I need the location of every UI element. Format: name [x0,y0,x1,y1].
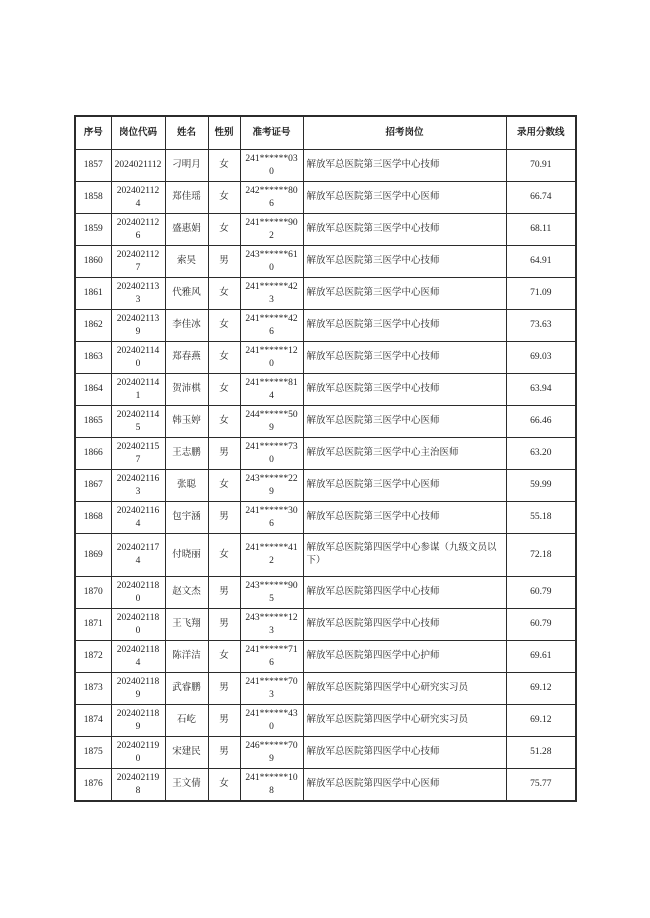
cell-position-title: 解放军总医院第三医学中心技师 [303,246,506,278]
table-row [75,534,576,577]
cell-ticket-number: 241******703 [240,673,303,705]
cell-score: 72.18 [506,534,576,577]
cell-name: 王飞翔 [165,609,208,641]
cell-position-code: 2024021157 [111,438,165,470]
cell-score: 69.61 [506,641,576,673]
cell-index: 1868 [75,502,111,534]
cell-index: 1867 [75,470,111,502]
cell-index: 1875 [75,737,111,769]
cell-gender: 女 [208,278,240,310]
cell-score: 60.79 [506,577,576,609]
cell-gender: 女 [208,342,240,374]
cell-position-title: 解放军总医院第三医学中心技师 [303,342,506,374]
cell-position-title: 解放军总医院第四医学中心参谋（九级文员以下） [303,534,506,577]
cell-index: 1857 [75,150,111,182]
cell-index: 1860 [75,246,111,278]
cell-position-code: 2024021164 [111,502,165,534]
cell-gender: 女 [208,534,240,577]
column-header-name: 姓名 [165,116,208,150]
column-header-index: 序号 [75,116,111,150]
cell-score: 55.18 [506,502,576,534]
cell-gender: 男 [208,609,240,641]
cell-gender: 男 [208,673,240,705]
cell-score: 70.91 [506,150,576,182]
cell-position-title: 解放军总医院第四医学中心医师 [303,769,506,802]
table-row [75,150,576,182]
cell-index: 1862 [75,310,111,342]
cell-gender: 女 [208,150,240,182]
cell-ticket-number: 241******426 [240,310,303,342]
cell-ticket-number: 241******120 [240,342,303,374]
cell-position-title: 解放军总医院第四医学中心研究实习员 [303,673,506,705]
cell-name: 郑春燕 [165,342,208,374]
table-header-row [75,116,576,150]
cell-position-title: 解放军总医院第三医学中心技师 [303,374,506,406]
cell-position-code: 2024021189 [111,705,165,737]
table-row [75,246,576,278]
cell-position-title: 解放军总医院第四医学中心研究实习员 [303,705,506,737]
cell-position-title: 解放军总医院第三医学中心技师 [303,310,506,342]
cell-gender: 女 [208,182,240,214]
cell-name: 武睿鹏 [165,673,208,705]
cell-position-code: 2024021184 [111,641,165,673]
cell-name: 郑佳瑶 [165,182,208,214]
table-row [75,214,576,246]
cell-index: 1865 [75,406,111,438]
cell-ticket-number: 241******030 [240,150,303,182]
cell-ticket-number: 241******306 [240,502,303,534]
cell-ticket-number: 241******730 [240,438,303,470]
table-row [75,438,576,470]
cell-ticket-number: 244******509 [240,406,303,438]
table-row [75,577,576,609]
cell-ticket-number: 243******610 [240,246,303,278]
cell-gender: 女 [208,470,240,502]
cell-index: 1863 [75,342,111,374]
cell-name: 贺沛棋 [165,374,208,406]
cell-ticket-number: 241******902 [240,214,303,246]
cell-index: 1859 [75,214,111,246]
table-row [75,609,576,641]
cell-score: 69.12 [506,673,576,705]
cell-gender: 男 [208,502,240,534]
cell-gender: 男 [208,246,240,278]
cell-position-code: 2024021190 [111,737,165,769]
cell-ticket-number: 242******806 [240,182,303,214]
cell-ticket-number: 243******905 [240,577,303,609]
cell-position-code: 2024021141 [111,374,165,406]
cell-ticket-number: 241******430 [240,705,303,737]
cell-position-code: 2024021139 [111,310,165,342]
cell-score: 75.77 [506,769,576,802]
cell-index: 1864 [75,374,111,406]
cell-gender: 男 [208,577,240,609]
cell-position-code: 2024021127 [111,246,165,278]
cell-position-code: 2024021174 [111,534,165,577]
table-body [75,150,576,802]
cell-index: 1871 [75,609,111,641]
column-header-gender: 性别 [208,116,240,150]
cell-position-title: 解放军总医院第三医学中心医师 [303,182,506,214]
cell-score: 60.79 [506,609,576,641]
cell-position-code: 2024021198 [111,769,165,802]
cell-index: 1876 [75,769,111,802]
cell-position-title: 解放军总医院第三医学中心主治医师 [303,438,506,470]
cell-name: 赵文杰 [165,577,208,609]
table-row [75,182,576,214]
cell-score: 63.94 [506,374,576,406]
cell-score: 73.63 [506,310,576,342]
column-header-position-title: 招考岗位 [303,116,506,150]
table-row [75,470,576,502]
cell-index: 1858 [75,182,111,214]
cell-position-title: 解放军总医院第三医学中心医师 [303,470,506,502]
cell-index: 1872 [75,641,111,673]
cell-position-title: 解放军总医院第三医学中心技师 [303,502,506,534]
cell-position-code: 2024021124 [111,182,165,214]
cell-name: 李佳冰 [165,310,208,342]
cell-gender: 女 [208,406,240,438]
cell-gender: 女 [208,374,240,406]
table-row [75,737,576,769]
cell-position-title: 解放军总医院第三医学中心医师 [303,278,506,310]
cell-gender: 男 [208,438,240,470]
cell-index: 1869 [75,534,111,577]
cell-name: 索昊 [165,246,208,278]
cell-ticket-number: 241******412 [240,534,303,577]
column-header-ticket-number: 准考证号 [240,116,303,150]
cell-score: 69.03 [506,342,576,374]
cell-ticket-number: 241******716 [240,641,303,673]
cell-score: 68.11 [506,214,576,246]
cell-position-title: 解放军总医院第四医学中心护师 [303,641,506,673]
cell-position-code: 2024021163 [111,470,165,502]
cell-score: 69.12 [506,705,576,737]
cell-gender: 女 [208,769,240,802]
table-row [75,406,576,438]
table-row [75,310,576,342]
table-row [75,278,576,310]
cell-score: 64.91 [506,246,576,278]
cell-index: 1870 [75,577,111,609]
cell-score: 51.28 [506,737,576,769]
cell-name: 王文倩 [165,769,208,802]
cell-name: 王志鹏 [165,438,208,470]
cell-ticket-number: 243******123 [240,609,303,641]
cell-gender: 女 [208,310,240,342]
cell-name: 包宇涵 [165,502,208,534]
table-row [75,769,576,802]
cell-position-code: 2024021133 [111,278,165,310]
column-header-position-code: 岗位代码 [111,116,165,150]
column-header-score: 录用分数线 [506,116,576,150]
table-row [75,641,576,673]
cell-name: 石屹 [165,705,208,737]
cell-position-title: 解放军总医院第三医学中心医师 [303,406,506,438]
cell-position-code: 2024021140 [111,342,165,374]
cell-ticket-number: 241******814 [240,374,303,406]
cell-gender: 男 [208,705,240,737]
cell-index: 1861 [75,278,111,310]
cell-ticket-number: 241******423 [240,278,303,310]
cell-score: 66.46 [506,406,576,438]
cell-score: 59.99 [506,470,576,502]
cell-name: 韩玉婷 [165,406,208,438]
cell-name: 付晓丽 [165,534,208,577]
cell-name: 陈洋洁 [165,641,208,673]
cell-position-title: 解放军总医院第三医学中心技师 [303,214,506,246]
cell-gender: 女 [208,214,240,246]
cell-gender: 女 [208,641,240,673]
cell-name: 代雅风 [165,278,208,310]
cell-position-title: 解放军总医院第三医学中心技师 [303,150,506,182]
cell-index: 1866 [75,438,111,470]
cell-ticket-number: 243******229 [240,470,303,502]
table-row [75,502,576,534]
cell-score: 66.74 [506,182,576,214]
table-row [75,374,576,406]
cell-name: 张聪 [165,470,208,502]
cell-position-code: 2024021180 [111,609,165,641]
cell-score: 63.20 [506,438,576,470]
cell-position-title: 解放军总医院第四医学中心技师 [303,609,506,641]
cell-score: 71.09 [506,278,576,310]
cell-position-code: 2024021112 [111,150,165,182]
cell-position-title: 解放军总医院第四医学中心技师 [303,577,506,609]
cell-position-code: 2024021180 [111,577,165,609]
table-row [75,673,576,705]
cell-position-title: 解放军总医院第四医学中心技师 [303,737,506,769]
cell-position-code: 2024021145 [111,406,165,438]
table-row [75,705,576,737]
cell-name: 刁明月 [165,150,208,182]
cell-name: 盛惠娟 [165,214,208,246]
cell-name: 宋建民 [165,737,208,769]
table-row [75,342,576,374]
cell-ticket-number: 246******709 [240,737,303,769]
recruitment-score-table [74,115,577,802]
cell-position-code: 2024021126 [111,214,165,246]
cell-position-code: 2024021189 [111,673,165,705]
cell-ticket-number: 241******108 [240,769,303,802]
cell-gender: 男 [208,737,240,769]
cell-index: 1873 [75,673,111,705]
cell-index: 1874 [75,705,111,737]
